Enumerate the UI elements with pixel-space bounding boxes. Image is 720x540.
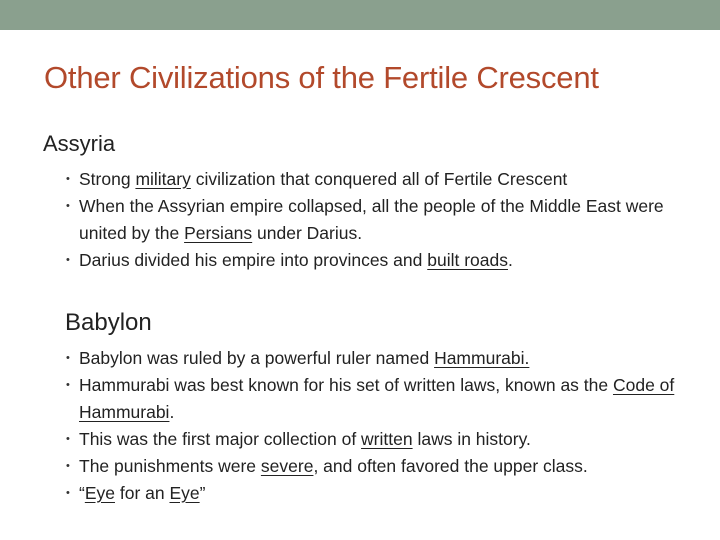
bullet-text: Hammurabi was best known for his set of written laws, known as the	[79, 375, 613, 395]
bullet-text: This was the first major collection of	[79, 429, 362, 449]
bullet-text: Strong	[79, 169, 136, 189]
bullet-icon: •	[66, 433, 70, 445]
slide-title: Other Civilizations of the Fertile Crescent	[44, 60, 599, 95]
section-heading-assyria: Assyria	[43, 131, 116, 156]
underlined-term: Persians	[184, 223, 253, 243]
bullet-icon: •	[66, 352, 70, 364]
bullet-item	[66, 247, 676, 274]
bullet-item	[66, 166, 676, 193]
underlined-term: written	[361, 429, 413, 449]
bullet-icon: •	[66, 200, 70, 212]
bullet-icon: •	[66, 460, 70, 472]
section-heading-babylon: Babylon	[65, 309, 152, 336]
bullet-icon: •	[66, 487, 70, 499]
underlined-term: built roads	[427, 250, 508, 270]
bullet-icon: •	[66, 254, 70, 266]
bullet-text: Babylon was ruled by a powerful ruler named	[79, 348, 435, 368]
underlined-term: severe	[260, 456, 314, 476]
assyria-bullet-list	[66, 166, 676, 274]
bullet-text: When the Assyrian empire collapsed, all the people of the Middle East were united by the	[79, 196, 664, 243]
underlined-term: Eye	[169, 483, 200, 503]
bullet-text: .	[169, 402, 175, 422]
bullet-text: ”	[199, 483, 206, 503]
bullet-item	[66, 193, 676, 247]
underlined-term: military	[135, 169, 191, 189]
underlined-term: Code of Hammurabi	[79, 375, 675, 422]
underlined-term: Eye	[84, 483, 115, 503]
babylon-bullet-list	[66, 345, 686, 507]
bullet-text: Darius divided his empire into provinces and	[79, 250, 428, 270]
bullet-text: under Darius.	[252, 223, 363, 243]
bullet-icon: •	[66, 173, 70, 185]
bullet-text: “	[79, 483, 85, 503]
bullet-text: civilization that conquered all of Fertile Crescent	[190, 169, 568, 189]
bullet-item	[66, 372, 686, 426]
header-bar	[0, 0, 720, 30]
bullet-text: .	[507, 250, 513, 270]
bullet-text: , and often favored the upper class.	[313, 456, 588, 476]
bullet-item	[66, 426, 686, 453]
bullet-text: laws in history.	[412, 429, 531, 449]
bullet-item	[66, 453, 686, 480]
bullet-icon: •	[66, 379, 70, 391]
bullet-text: The punishments were	[79, 456, 261, 476]
bullet-text: for an	[114, 483, 170, 503]
underlined-term: Hammurabi.	[434, 348, 530, 368]
bullet-item	[66, 345, 686, 372]
bullet-item	[66, 480, 686, 507]
